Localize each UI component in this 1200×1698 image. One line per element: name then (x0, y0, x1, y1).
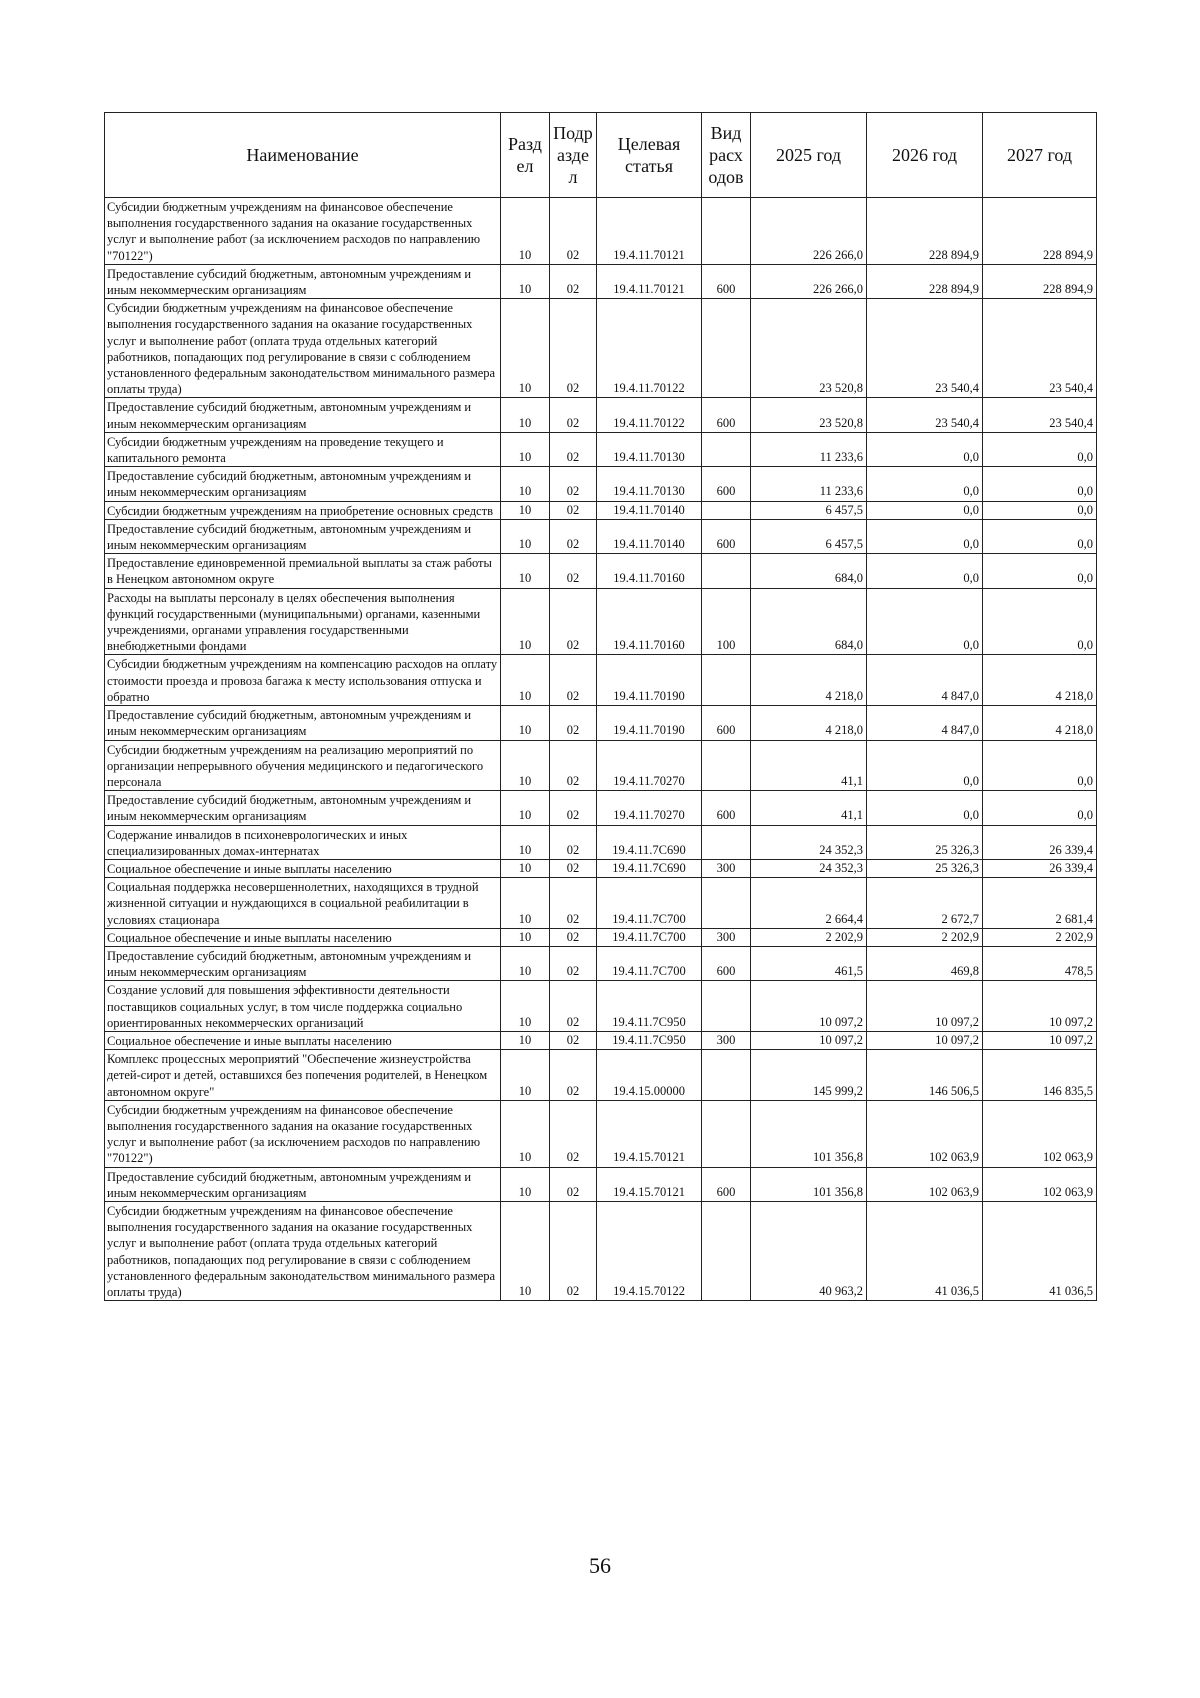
cell-subsection: 02 (550, 554, 597, 588)
table-row (105, 1031, 1097, 1049)
table-row (105, 878, 1097, 929)
cell-target: 19.4.11.70190 (597, 655, 702, 706)
cell-subsection: 02 (550, 740, 597, 791)
cell-subsection: 02 (550, 1100, 597, 1167)
cell-2025: 226 266,0 (751, 198, 867, 265)
cell-2026: 0,0 (867, 432, 983, 466)
table-row (105, 588, 1097, 655)
cell-2025: 684,0 (751, 588, 867, 655)
cell-subsection: 02 (550, 655, 597, 706)
cell-target: 19.4.15.70121 (597, 1100, 702, 1167)
cell-section: 10 (501, 198, 550, 265)
cell-name: Социальное обеспечение и иные выплаты населению (105, 928, 501, 946)
cell-subsection: 02 (550, 706, 597, 740)
cell-2026: 25 326,3 (867, 825, 983, 859)
cell-target: 19.4.11.7С700 (597, 928, 702, 946)
cell-subsection: 02 (550, 825, 597, 859)
cell-2027: 0,0 (983, 519, 1097, 553)
cell-2026: 23 540,4 (867, 299, 983, 398)
header-expense-type: Вид расх одов (702, 113, 751, 198)
cell-expense-type (702, 198, 751, 265)
cell-name: Предоставление субсидий бюджетным, автономным учреждениям и иным некоммерческим организациям (105, 946, 501, 980)
header-name: Наименование (105, 113, 501, 198)
cell-section: 10 (501, 878, 550, 929)
table-row (105, 825, 1097, 859)
cell-subsection: 02 (550, 519, 597, 553)
cell-2026: 146 506,5 (867, 1050, 983, 1101)
cell-2027: 10 097,2 (983, 981, 1097, 1032)
cell-2026: 0,0 (867, 791, 983, 825)
cell-2027: 0,0 (983, 467, 1097, 501)
header-section: Разд ел (501, 113, 550, 198)
cell-2027: 0,0 (983, 554, 1097, 588)
cell-2027: 0,0 (983, 588, 1097, 655)
cell-name: Субсидии бюджетным учреждениям на финансовое обеспечение выполнения государственного задания на оказание государственных услуг и выполнение работ (за исключением расходов по направлению "70122") (105, 1100, 501, 1167)
cell-section: 10 (501, 1031, 550, 1049)
cell-target: 19.4.11.70160 (597, 588, 702, 655)
cell-expense-type: 600 (702, 1167, 751, 1201)
cell-target: 19.4.11.70130 (597, 432, 702, 466)
cell-expense-type: 600 (702, 519, 751, 553)
cell-expense-type: 600 (702, 264, 751, 298)
cell-2026: 2 202,9 (867, 928, 983, 946)
cell-section: 10 (501, 928, 550, 946)
cell-2026: 23 540,4 (867, 398, 983, 432)
cell-section: 10 (501, 1100, 550, 1167)
cell-name: Социальное обеспечение и иные выплаты населению (105, 859, 501, 877)
cell-target: 19.4.11.70190 (597, 706, 702, 740)
cell-2027: 478,5 (983, 946, 1097, 980)
cell-target: 19.4.11.70270 (597, 791, 702, 825)
cell-2026: 41 036,5 (867, 1201, 983, 1300)
cell-name: Предоставление субсидий бюджетным, автономным учреждениям и иным некоммерческим организациям (105, 398, 501, 432)
table-row (105, 554, 1097, 588)
cell-expense-type (702, 740, 751, 791)
cell-name: Субсидии бюджетным учреждениям на финансовое обеспечение выполнения государственного задания на оказание государственных услуг и выполнение работ (оплата труда отдельных категорий работников, попадающих под регулирование в связи с соблюдением установленного федеральным законодательством минимального размера оплаты труда) (105, 1201, 501, 1300)
cell-2025: 24 352,3 (751, 825, 867, 859)
cell-name: Предоставление субсидий бюджетным, автономным учреждениям и иным некоммерческим организациям (105, 467, 501, 501)
cell-2026: 25 326,3 (867, 859, 983, 877)
cell-2027: 146 835,5 (983, 1050, 1097, 1101)
table-row (105, 740, 1097, 791)
cell-target: 19.4.11.7С950 (597, 1031, 702, 1049)
cell-2026: 0,0 (867, 588, 983, 655)
cell-name: Социальное обеспечение и иные выплаты населению (105, 1031, 501, 1049)
table-row (105, 791, 1097, 825)
cell-2025: 145 999,2 (751, 1050, 867, 1101)
cell-2027: 10 097,2 (983, 1031, 1097, 1049)
cell-name: Предоставление субсидий бюджетным, автономным учреждениям и иным некоммерческим организациям (105, 519, 501, 553)
cell-expense-type (702, 981, 751, 1032)
cell-2027: 2 681,4 (983, 878, 1097, 929)
cell-2027: 26 339,4 (983, 825, 1097, 859)
cell-subsection: 02 (550, 467, 597, 501)
cell-2026: 0,0 (867, 519, 983, 553)
cell-name: Комплекс процессных мероприятий "Обеспечение жизнеустройства детей-сирот и детей, оставшихся без попечения родителей, в Ненецком автономном округе" (105, 1050, 501, 1101)
cell-target: 19.4.11.7С700 (597, 946, 702, 980)
cell-2025: 10 097,2 (751, 1031, 867, 1049)
table-row (105, 398, 1097, 432)
cell-section: 10 (501, 554, 550, 588)
cell-2026: 102 063,9 (867, 1167, 983, 1201)
table-row (105, 501, 1097, 519)
cell-2027: 0,0 (983, 791, 1097, 825)
cell-2025: 101 356,8 (751, 1167, 867, 1201)
cell-name: Субсидии бюджетным учреждениям на проведение текущего и капитального ремонта (105, 432, 501, 466)
table-row (105, 519, 1097, 553)
cell-subsection: 02 (550, 878, 597, 929)
cell-target: 19.4.15.70122 (597, 1201, 702, 1300)
table-row (105, 264, 1097, 298)
cell-subsection: 02 (550, 501, 597, 519)
cell-section: 10 (501, 655, 550, 706)
cell-section: 10 (501, 264, 550, 298)
cell-2027: 0,0 (983, 740, 1097, 791)
table-row (105, 1201, 1097, 1300)
cell-2025: 226 266,0 (751, 264, 867, 298)
cell-target: 19.4.11.70270 (597, 740, 702, 791)
table-row (105, 946, 1097, 980)
cell-section: 10 (501, 791, 550, 825)
cell-section: 10 (501, 1201, 550, 1300)
cell-2025: 101 356,8 (751, 1100, 867, 1167)
cell-section: 10 (501, 859, 550, 877)
cell-expense-type (702, 1201, 751, 1300)
cell-expense-type (702, 432, 751, 466)
cell-2025: 11 233,6 (751, 432, 867, 466)
header-2027: 2027 год (983, 113, 1097, 198)
cell-2025: 684,0 (751, 554, 867, 588)
cell-expense-type (702, 1050, 751, 1101)
cell-subsection: 02 (550, 981, 597, 1032)
cell-2025: 23 520,8 (751, 398, 867, 432)
cell-2026: 469,8 (867, 946, 983, 980)
cell-name: Предоставление субсидий бюджетным, автономным учреждениям и иным некоммерческим организациям (105, 791, 501, 825)
table-row (105, 198, 1097, 265)
header-row (105, 113, 1097, 198)
page-number: 56 (589, 1553, 611, 1578)
table-row (105, 467, 1097, 501)
cell-name: Предоставление субсидий бюджетным, автономным учреждениям и иным некоммерческим организациям (105, 706, 501, 740)
cell-2027: 228 894,9 (983, 198, 1097, 265)
cell-name: Субсидии бюджетным учреждениям на компенсацию расходов на оплату стоимости проезда и провоза багажа к месту использования отпуска и обратно (105, 655, 501, 706)
cell-2025: 2 202,9 (751, 928, 867, 946)
cell-2026: 0,0 (867, 740, 983, 791)
cell-2027: 102 063,9 (983, 1100, 1097, 1167)
cell-2027: 102 063,9 (983, 1167, 1097, 1201)
cell-section: 10 (501, 299, 550, 398)
cell-section: 10 (501, 1167, 550, 1201)
cell-2025: 6 457,5 (751, 519, 867, 553)
cell-section: 10 (501, 432, 550, 466)
cell-target: 19.4.11.7С690 (597, 859, 702, 877)
cell-expense-type: 300 (702, 928, 751, 946)
cell-expense-type (702, 299, 751, 398)
cell-subsection: 02 (550, 432, 597, 466)
cell-2025: 6 457,5 (751, 501, 867, 519)
header-subsection: Подр азде л (550, 113, 597, 198)
cell-section: 10 (501, 825, 550, 859)
cell-expense-type (702, 501, 751, 519)
table-row (105, 706, 1097, 740)
cell-subsection: 02 (550, 1167, 597, 1201)
cell-expense-type: 300 (702, 1031, 751, 1049)
cell-subsection: 02 (550, 791, 597, 825)
table-body (105, 198, 1097, 1301)
cell-2026: 0,0 (867, 501, 983, 519)
header-2025: 2025 год (751, 113, 867, 198)
cell-subsection: 02 (550, 198, 597, 265)
cell-name: Расходы на выплаты персоналу в целях обеспечения выполнения функций государственными (муниципальными) органами, казенными учреждениями, органами управления государственными внебюджетными фондами (105, 588, 501, 655)
cell-expense-type (702, 825, 751, 859)
cell-2025: 24 352,3 (751, 859, 867, 877)
header-2026: 2026 год (867, 113, 983, 198)
cell-expense-type: 100 (702, 588, 751, 655)
cell-2027: 2 202,9 (983, 928, 1097, 946)
cell-target: 19.4.11.7С950 (597, 981, 702, 1032)
cell-2026: 10 097,2 (867, 1031, 983, 1049)
cell-2026: 102 063,9 (867, 1100, 983, 1167)
cell-2025: 10 097,2 (751, 981, 867, 1032)
cell-2025: 4 218,0 (751, 706, 867, 740)
cell-2027: 228 894,9 (983, 264, 1097, 298)
cell-name: Содержание инвалидов в психоневрологических и иных специализированных домах-интернатах (105, 825, 501, 859)
cell-expense-type: 600 (702, 791, 751, 825)
cell-target: 19.4.15.70121 (597, 1167, 702, 1201)
cell-name: Предоставление субсидий бюджетным, автономным учреждениям и иным некоммерческим организациям (105, 264, 501, 298)
cell-section: 10 (501, 740, 550, 791)
cell-2027: 23 540,4 (983, 299, 1097, 398)
cell-subsection: 02 (550, 946, 597, 980)
cell-2027: 4 218,0 (983, 655, 1097, 706)
cell-2025: 2 664,4 (751, 878, 867, 929)
cell-2026: 0,0 (867, 554, 983, 588)
cell-section: 10 (501, 519, 550, 553)
cell-2027: 26 339,4 (983, 859, 1097, 877)
table-row (105, 432, 1097, 466)
cell-target: 19.4.11.70160 (597, 554, 702, 588)
cell-expense-type: 600 (702, 398, 751, 432)
cell-target: 19.4.11.70121 (597, 264, 702, 298)
cell-subsection: 02 (550, 264, 597, 298)
cell-expense-type (702, 655, 751, 706)
cell-section: 10 (501, 946, 550, 980)
cell-2025: 11 233,6 (751, 467, 867, 501)
table-row (105, 299, 1097, 398)
cell-name: Субсидии бюджетным учреждениям на финансовое обеспечение выполнения государственного задания на оказание государственных услуг и выполнение работ (за исключением расходов по направлению "70122") (105, 198, 501, 265)
cell-expense-type: 300 (702, 859, 751, 877)
cell-section: 10 (501, 588, 550, 655)
cell-expense-type (702, 554, 751, 588)
cell-target: 19.4.11.70140 (597, 519, 702, 553)
cell-expense-type: 600 (702, 467, 751, 501)
header-target: Целевая статья (597, 113, 702, 198)
table-header (105, 113, 1097, 198)
cell-section: 10 (501, 501, 550, 519)
cell-2027: 4 218,0 (983, 706, 1097, 740)
cell-target: 19.4.11.70140 (597, 501, 702, 519)
table-row (105, 1167, 1097, 1201)
cell-section: 10 (501, 1050, 550, 1101)
cell-2025: 40 963,2 (751, 1201, 867, 1300)
cell-name: Субсидии бюджетным учреждениям на реализацию мероприятий по организации непрерывного обучения медицинского и педагогического персонала (105, 740, 501, 791)
cell-subsection: 02 (550, 588, 597, 655)
cell-section: 10 (501, 398, 550, 432)
cell-subsection: 02 (550, 1201, 597, 1300)
table-row (105, 1050, 1097, 1101)
table-row (105, 859, 1097, 877)
cell-section: 10 (501, 467, 550, 501)
cell-target: 19.4.11.70121 (597, 198, 702, 265)
cell-2026: 0,0 (867, 467, 983, 501)
cell-2026: 228 894,9 (867, 198, 983, 265)
budget-table (104, 112, 1097, 1301)
cell-expense-type: 600 (702, 706, 751, 740)
cell-2025: 461,5 (751, 946, 867, 980)
cell-2027: 0,0 (983, 432, 1097, 466)
cell-expense-type (702, 1100, 751, 1167)
cell-name: Субсидии бюджетным учреждениям на финансовое обеспечение выполнения государственного задания на оказание государственных услуг и выполнение работ (оплата труда отдельных категорий работников, попадающих под регулирование в связи с соблюдением установленного федеральным законодательством минимального размера оплаты труда) (105, 299, 501, 398)
cell-2027: 41 036,5 (983, 1201, 1097, 1300)
cell-subsection: 02 (550, 299, 597, 398)
cell-2026: 4 847,0 (867, 655, 983, 706)
cell-subsection: 02 (550, 1031, 597, 1049)
cell-2026: 4 847,0 (867, 706, 983, 740)
cell-subsection: 02 (550, 1050, 597, 1101)
cell-name: Предоставление субсидий бюджетным, автономным учреждениям и иным некоммерческим организациям (105, 1167, 501, 1201)
cell-2026: 2 672,7 (867, 878, 983, 929)
cell-target: 19.4.11.70130 (597, 467, 702, 501)
cell-name: Субсидии бюджетным учреждениям на приобретение основных средств (105, 501, 501, 519)
cell-target: 19.4.15.00000 (597, 1050, 702, 1101)
cell-2025: 23 520,8 (751, 299, 867, 398)
table-row (105, 928, 1097, 946)
cell-target: 19.4.11.70122 (597, 398, 702, 432)
cell-2026: 228 894,9 (867, 264, 983, 298)
cell-2025: 41,1 (751, 791, 867, 825)
cell-name: Социальная поддержка несовершеннолетних, находящихся в трудной жизненной ситуации и нуждающихся в социальной реабилитации в условиях стационара (105, 878, 501, 929)
cell-name: Предоставление единовременной премиальной выплаты за стаж работы в Ненецком автономном округе (105, 554, 501, 588)
cell-name: Создание условий для повышения эффективности деятельности поставщиков социальных услуг, в том числе поддержка социально ориентированных некоммерческих организаций (105, 981, 501, 1032)
table-row (105, 1100, 1097, 1167)
cell-target: 19.4.11.7С690 (597, 825, 702, 859)
cell-expense-type: 600 (702, 946, 751, 980)
cell-target: 19.4.11.7С700 (597, 878, 702, 929)
cell-2026: 10 097,2 (867, 981, 983, 1032)
table-row (105, 655, 1097, 706)
table-row (105, 981, 1097, 1032)
cell-target: 19.4.11.70122 (597, 299, 702, 398)
cell-2025: 41,1 (751, 740, 867, 791)
cell-section: 10 (501, 981, 550, 1032)
cell-2027: 23 540,4 (983, 398, 1097, 432)
cell-subsection: 02 (550, 859, 597, 877)
cell-2025: 4 218,0 (751, 655, 867, 706)
cell-2027: 0,0 (983, 501, 1097, 519)
cell-subsection: 02 (550, 928, 597, 946)
cell-section: 10 (501, 706, 550, 740)
cell-expense-type (702, 878, 751, 929)
cell-subsection: 02 (550, 398, 597, 432)
